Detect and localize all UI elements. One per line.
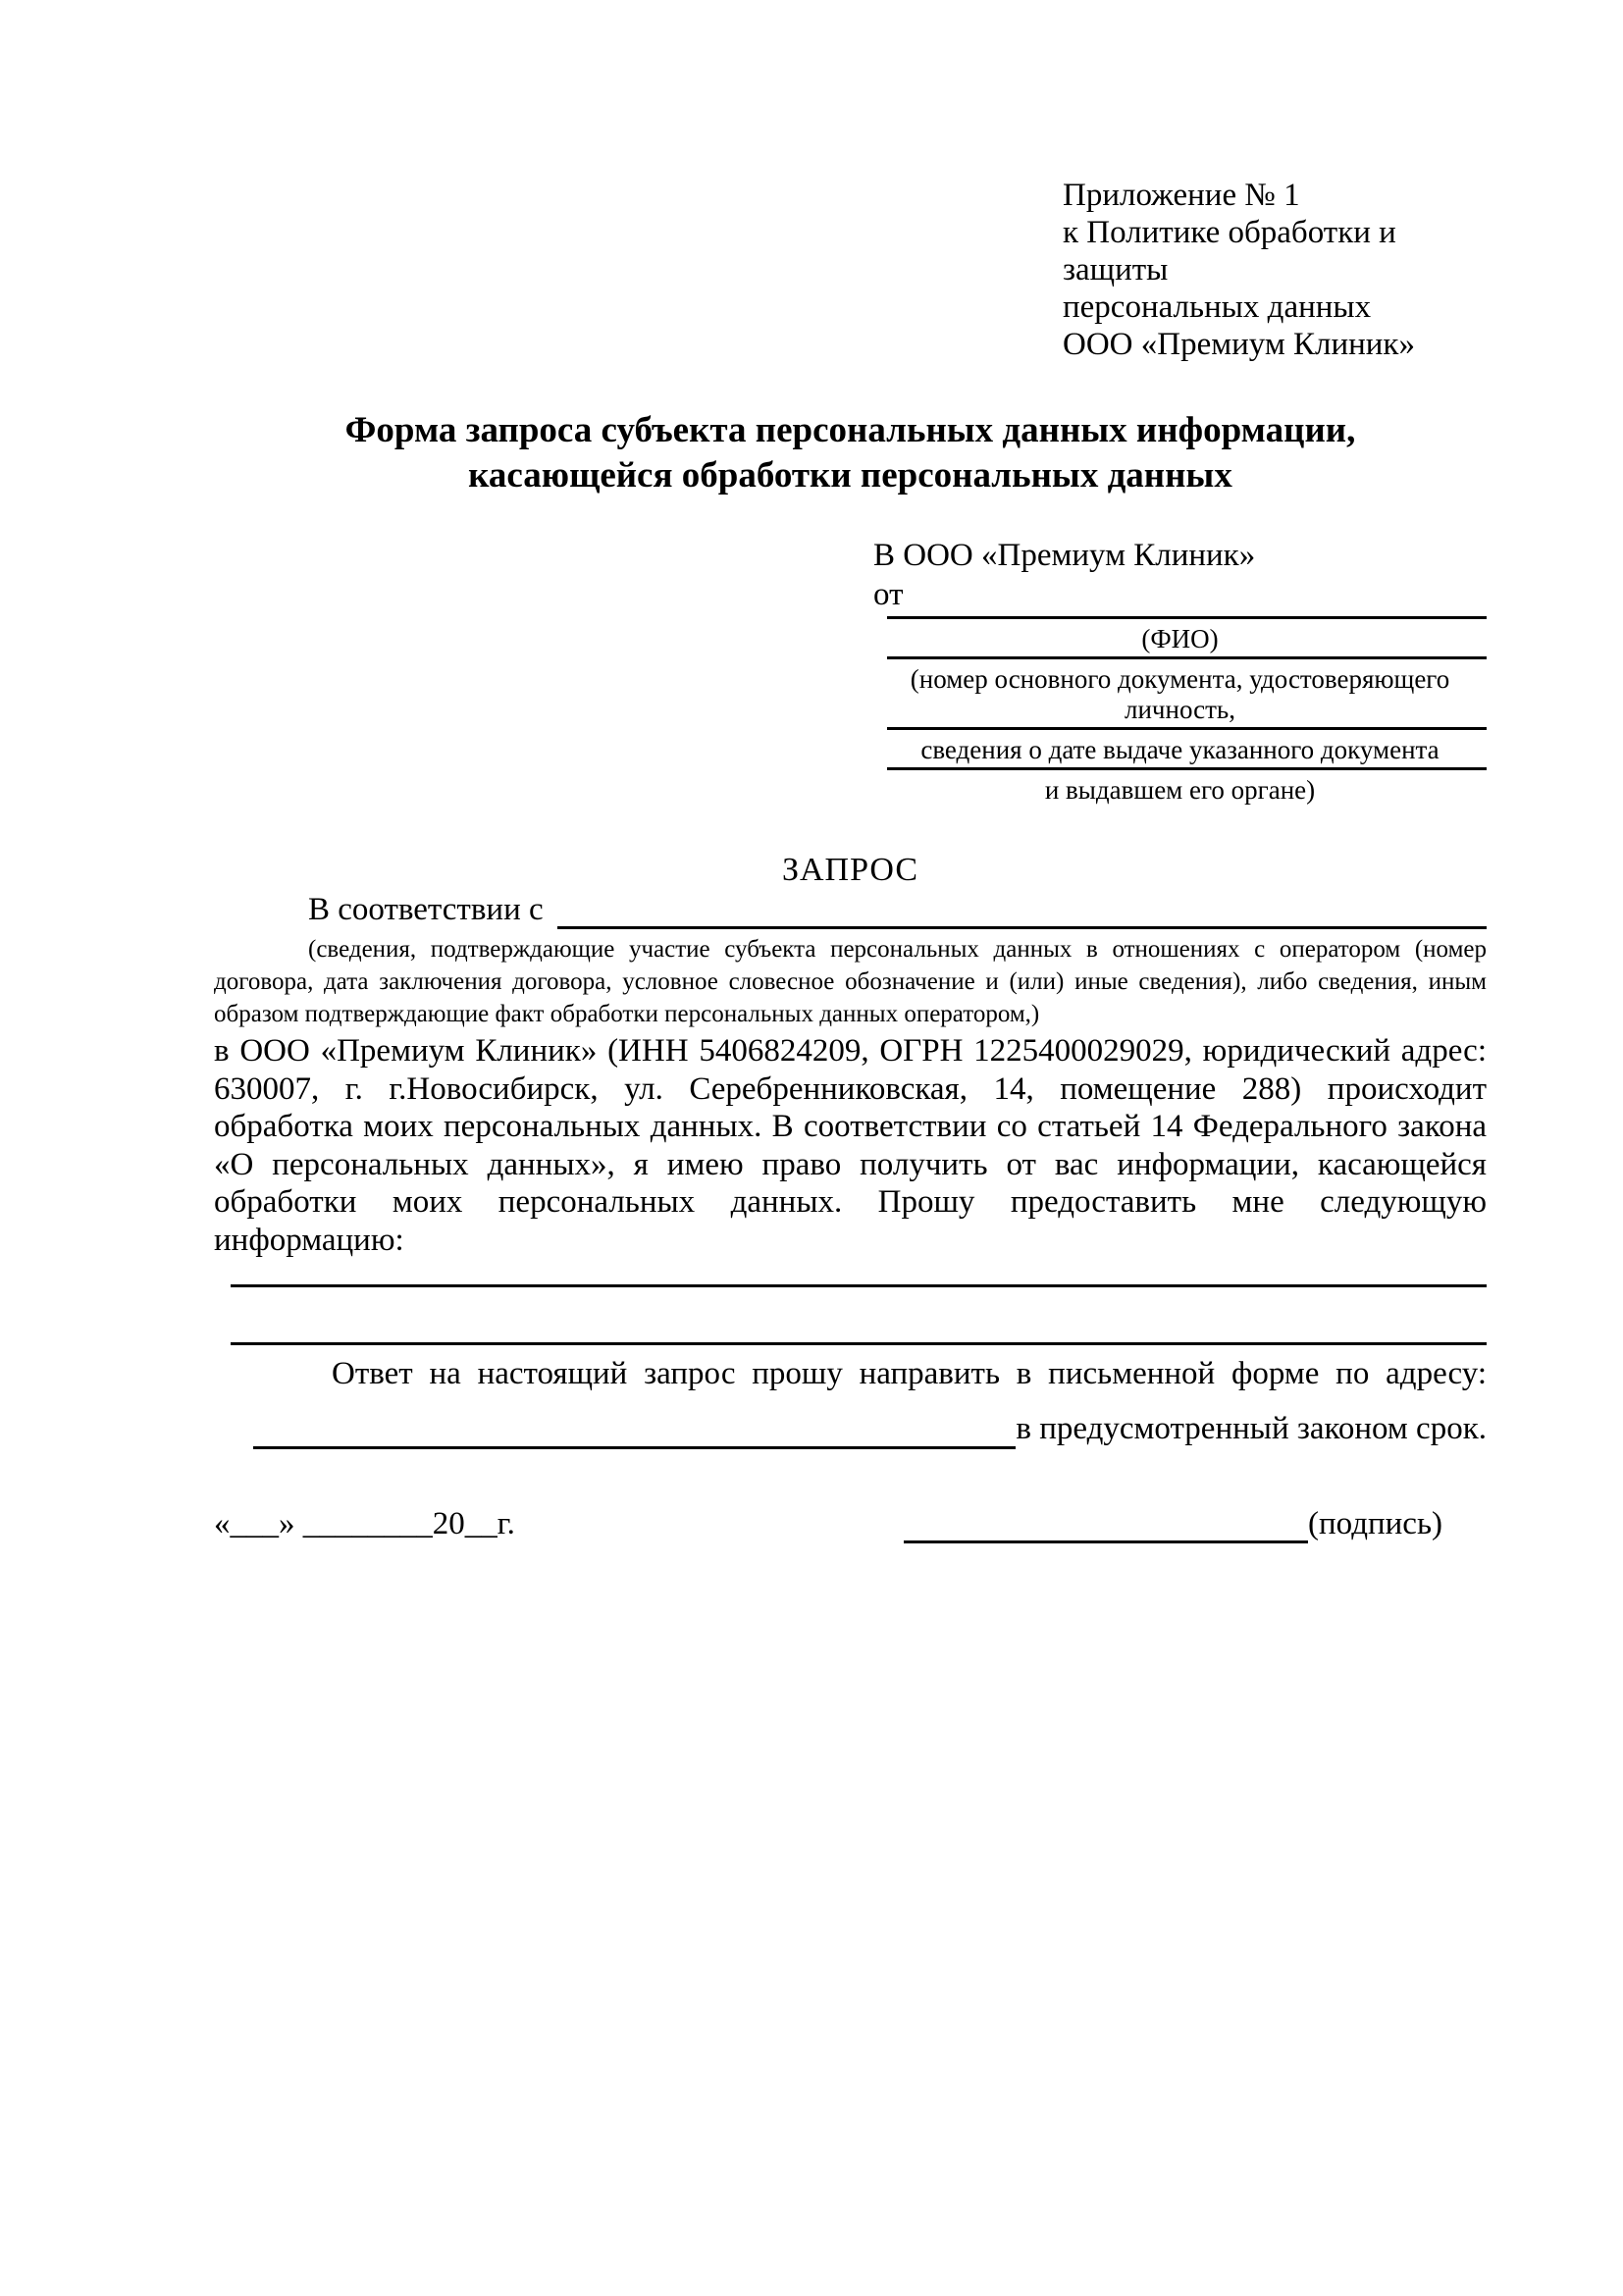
addressee-from-label: от [873,577,904,612]
document-title-line-1: Форма запроса субъекта персональных данных информации, [344,410,1356,450]
identity-doc-fill-line-1 [887,656,1487,659]
fio-caption: (ФИО) [1141,624,1219,653]
appendix-line-1: Приложение № 1 [1063,178,1300,213]
appendix-line-4: ООО «Премиум Клиник» [1063,327,1415,362]
info-blank-line-2 [231,1342,1487,1345]
fine-print-note: (сведения, подтверждающие участие субъекта персональных данных в отношениях с оператором (номер договора, дата заключения договора, условное словесное обозначение и (или) иные сведения), либо сведения, иным образом подтверждающие факт обработки персональных данных оператором,) [214,936,1487,1027]
date-blank: «___» ________20__г. [214,1506,515,1541]
reply-address-row [214,1394,1487,1449]
identity-doc-fill-line-3 [887,767,1487,770]
identity-doc-caption-2: сведения о дате выдаче указанного документа [920,735,1440,764]
identity-doc-caption-1: (номер основного документа, удостоверяющего личность, [910,664,1450,724]
info-blank-line-1 [231,1284,1487,1287]
addressee-organization: В ООО «Премиум Клиник» [873,538,1256,573]
date-signature-row [214,1504,1487,1543]
document-title [214,408,1487,498]
addressee-block [873,536,1487,806]
accordance-prefix: В соответствии с [308,892,544,927]
reply-address-fill-line [253,1416,1016,1449]
identity-doc-fill-line-2 [887,727,1487,730]
request-heading: ЗАПРОС [781,852,919,888]
signature-line [904,1510,1308,1543]
signature-caption: (подпись) [1308,1506,1442,1541]
identity-doc-caption-3: и выдавшем его органе) [1044,775,1316,805]
appendix-header [1063,0,1487,363]
appendix-line-3: персональных данных [1063,289,1372,325]
appendix-line-2: к Политике обработки и защиты [1063,215,1396,287]
accordance-fill-line [557,896,1487,929]
reply-address-sentence: Ответ на настоящий запрос прошу направить в письменной форме по адресу: [332,1356,1487,1391]
request-body-paragraph: в ООО «Премиум Клиник» (ИНН 5406824209, ОГРН 1225400029029, юридический адрес: 630007, г. г.Новосибирск, ул. Серебренниковская, 14, помещение 288) происходит обработка моих персональных данных. В соответствии со статьей 14 Федерального закона «О персональных данных», я имею право получить от вас информации, касающейся обработки моих персональных данных. Прошу предоставить мне следующую информацию: [214,1033,1487,1258]
document-title-line-2: касающейся обработки персональных данных [468,455,1232,496]
accordance-row [214,890,1487,929]
fio-fill-line [887,616,1487,619]
reply-deadline-suffix: в предусмотренный законом срок. [1016,1411,1487,1446]
